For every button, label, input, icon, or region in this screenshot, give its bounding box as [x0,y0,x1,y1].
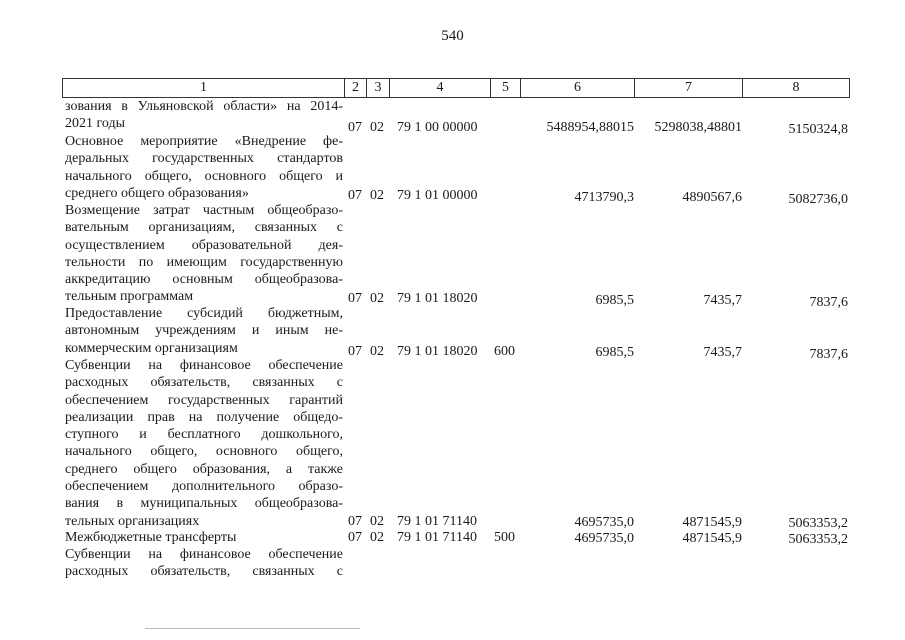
desc-line: вания в муниципальных общеобразова- [65,496,343,512]
subsection-code: 02 [370,188,384,203]
desc-line: Предоставление субсидий бюджетным, [65,306,343,321]
expense-type-code: 500 [494,530,515,545]
amount-col-7: 4871545,9 [682,531,742,546]
header-col-5: 5 [491,79,521,97]
subsection-code: 02 [370,514,384,529]
target-article-code: 79 1 01 18020 [397,291,478,306]
amount-col-8: 5082736,0 [788,192,848,207]
table-row-desc [65,202,343,306]
header-col-3: 3 [367,79,390,97]
amount-col-6: 4713790,3 [574,190,634,205]
section-code: 07 [348,291,362,306]
desc-line: обеспечением государственных гарантий [65,392,343,408]
desc-line: тельным программам [65,289,194,305]
expense-type-code: 600 [494,344,515,359]
desc-line: реализации прав на получение общедо- [65,409,343,425]
target-article-code: 79 1 00 00000 [397,120,478,135]
amount-col-6: 6985,5 [595,293,634,308]
subsection-code: 02 [370,530,384,545]
amount-col-8: 5063353,2 [788,532,848,547]
amount-col-8: 5063353,2 [788,516,848,531]
desc-line: осуществлением образовательной дея- [65,237,343,253]
subsection-code: 02 [370,344,384,359]
section-code: 07 [348,188,362,203]
desc-line: обеспечением дополнительного образо- [65,479,343,495]
desc-line: коммерческим организациям [65,340,238,356]
desc-line: зования в Ульяновской области» на 2014- [65,99,343,114]
subsection-code: 02 [370,120,384,135]
desc-line: Основное мероприятие «Внедрение фе- [65,134,343,149]
desc-line: расходных обязательств, связанных с [65,564,343,580]
desc-line: тельности по имеющим государственную [65,254,343,270]
table-row-desc [65,529,343,546]
desc-line: Межбюджетные трансферты [65,530,237,545]
amount-col-6: 6985,5 [595,345,634,360]
header-col-7: 7 [635,79,743,97]
header-col-4: 4 [390,79,491,97]
target-article-code: 79 1 01 18020 [397,344,478,359]
table-row-desc [65,357,343,530]
desc-line: автономным учреждениям и иным не- [65,323,343,339]
desc-line: начального общего, основного общего и [65,168,343,184]
amount-col-8: 7837,6 [809,295,848,310]
header-col-8: 8 [792,80,800,95]
desc-line: Субвенции на финансовое обеспечение [65,358,343,373]
amount-col-6: 5488954,88015 [546,120,634,135]
desc-line: Возмещение затрат частным общеобразо- [65,203,343,218]
table-header [62,78,850,98]
table-row-desc [65,546,343,581]
header-col-1: 1 [63,79,345,97]
amount-col-7: 7435,7 [703,293,742,308]
section-code: 07 [348,514,362,529]
header-col-2: 2 [345,79,367,97]
table-row-desc [65,133,343,202]
amount-col-7: 4871545,9 [682,515,742,530]
target-article-code: 79 1 01 71140 [397,530,477,545]
amount-col-8: 5150324,8 [788,122,848,137]
desc-line: расходных обязательств, связанных с [65,375,343,391]
desc-line: тельных организациях [65,513,200,529]
desc-line: начального общего, основного общего, [65,444,343,460]
desc-line: среднего общего образования» [65,185,249,201]
amount-col-7: 4890567,6 [682,190,742,205]
section-code: 07 [348,344,362,359]
page-number: 540 [441,28,464,44]
table-row-desc [65,98,343,133]
desc-line: среднего общего образования, а также [65,461,343,477]
table-row-desc [65,305,343,357]
desc-line: Субвенции на финансовое обеспечение [65,547,343,562]
amount-col-7: 5298038,48801 [654,120,742,135]
amount-col-7: 7435,7 [703,345,742,360]
header-col-6: 6 [521,79,635,97]
desc-line: ступного и бесплатного дошкольного, [65,427,343,443]
target-article-code: 79 1 01 71140 [397,514,477,529]
target-article-code: 79 1 01 00000 [397,188,478,203]
section-code: 07 [348,530,362,545]
footer-divider [145,628,360,629]
desc-line: вательным организациям, связанных с [65,220,343,236]
amount-col-6: 4695735,0 [574,515,634,530]
amount-col-8: 7837,6 [809,347,848,362]
desc-line: деральных государственных стандартов [65,151,343,167]
subsection-code: 02 [370,291,384,306]
desc-line: 2021 годы [65,116,126,132]
section-code: 07 [348,120,362,135]
amount-col-6: 4695735,0 [574,531,634,546]
desc-line: аккредитацию основным общеобразова- [65,272,343,288]
